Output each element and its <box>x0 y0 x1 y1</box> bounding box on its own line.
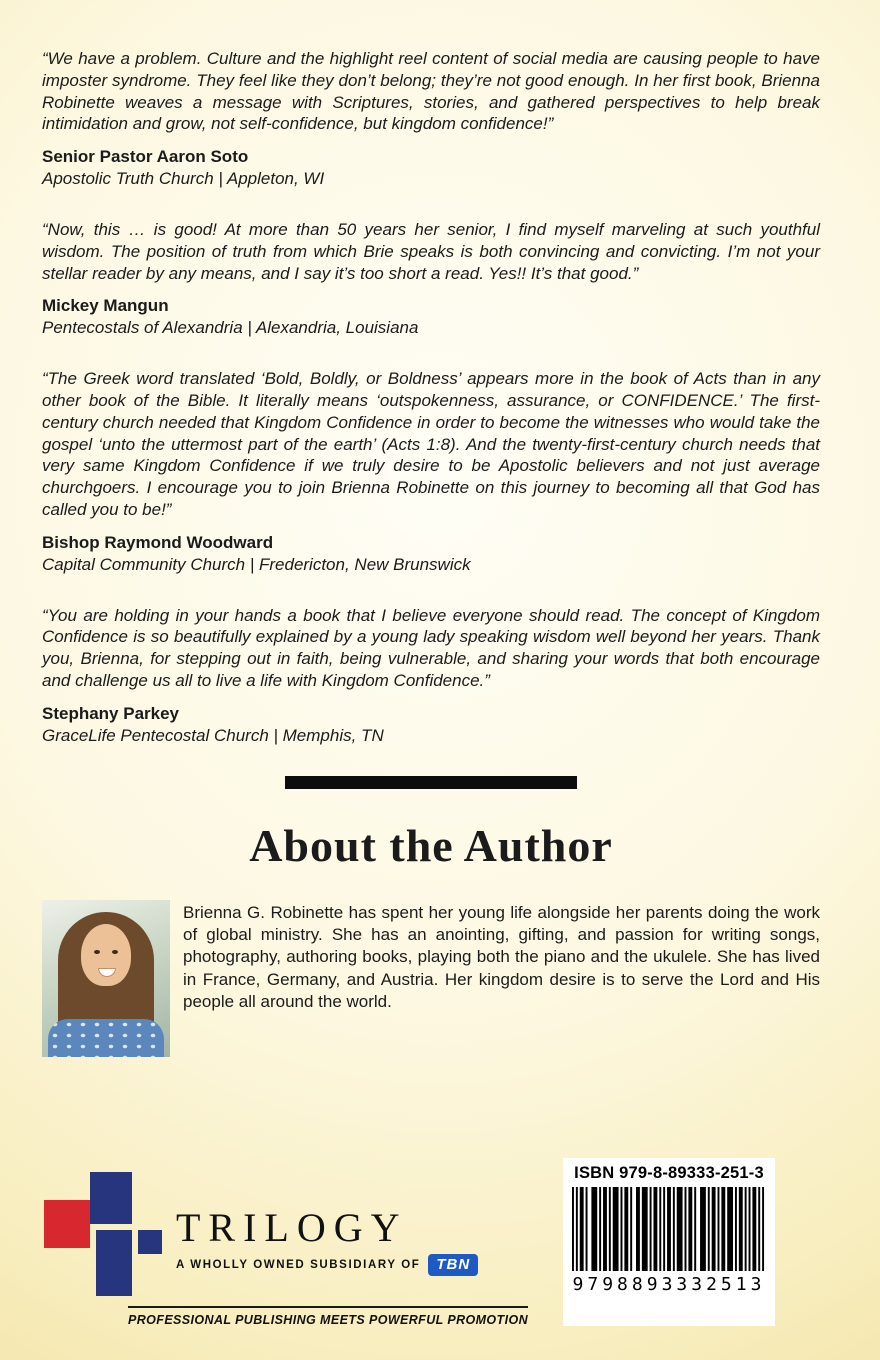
trilogy-logo <box>44 1172 162 1296</box>
author-photo <box>42 900 170 1057</box>
trilogy-logo-navy-arm-block <box>138 1230 162 1254</box>
endorsement-1-quote: “We have a problem. Culture and the highlight reel content of social media are causing people to have imposter syndrome. They feel like they don’t belong; they’re not good enough. In her first book, Brienna Robinette weaves a message with Scriptures, stories, and gathered perspectives to help break intimidation and grow, not self-confidence, but kingdom confidence!” <box>42 49 820 134</box>
publisher-block <box>44 1172 528 1327</box>
endorsement-2-quote: “Now, this … is good! At more than 50 years her senior, I find myself marveling at such youthful wisdom. The position of truth from which Brie speaks is both convincing and convicting. I’m not your stellar reader by any means, and I say it’s too short a read. Yes!! It’s that good.” <box>42 220 820 283</box>
trilogy-wordmark: TRILOGY <box>176 1205 408 1250</box>
author-bio: Brienna G. Robinette has spent her young life alongside her parents doing the work of global ministry. She has an anointing, gifting, and passion for writing songs, photography, authoring books, playing both the piano and the ukulele. She has lived in France, Germany, and Austria. Her kingdom desire is to serve the Lord and His people all around the world. <box>183 902 820 1012</box>
author-photo-blouse <box>48 1019 164 1057</box>
endorsement-1-affiliation: Apostolic Truth Church | Appleton, WI <box>42 169 325 188</box>
endorsement-4 <box>42 605 820 746</box>
trilogy-logo-navy-bottom-block <box>96 1230 132 1296</box>
endorsement-4-name: Stephany Parkey <box>42 703 180 723</box>
endorsement-1-name: Senior Pastor Aaron Soto <box>42 147 249 166</box>
publisher-text-column <box>176 1172 478 1296</box>
about-the-author-section <box>42 900 820 1057</box>
cover-footer <box>0 1150 880 1360</box>
trilogy-logo-red-block <box>44 1200 90 1248</box>
subsidiary-label: A WHOLLY OWNED SUBSIDIARY OF <box>176 1259 421 1271</box>
publisher-rule <box>128 1306 528 1308</box>
author-photo-eye <box>112 950 118 954</box>
endorsement-1 <box>42 48 820 189</box>
subsidiary-row <box>176 1254 478 1276</box>
isbn-label: ISBN 979-8-89333-251-3 <box>574 1164 764 1182</box>
endorsement-4-affiliation: GraceLife Pentecostal Church | Memphis, TN <box>42 725 384 745</box>
endorsement-2-affiliation: Pentecostals of Alexandria | Alexandria, Louisiana <box>42 318 419 338</box>
endorsement-3-name: Bishop Raymond Woodward <box>42 532 274 552</box>
isbn-block <box>563 1158 775 1326</box>
endorsement-3 <box>42 368 820 574</box>
endorsement-2-name: Mickey Mangun <box>42 296 169 316</box>
publisher-top-row <box>44 1172 528 1296</box>
tbn-logo: TBN <box>428 1254 478 1276</box>
endorsement-3-quote: “The Greek word translated ‘Bold, Boldly, or Boldness’ appears more in the book of Acts than in any other book of the Bible. It literally means ‘outspokenness, assurance, or CONFIDENCE.’ The first-century church needed that Kingdom Confidence in order to become the witnesses who would take the gospel ‘unto the uttermost part of the earth’ (Acts 1:8). And the twenty-first-century church needs that very same Kingdom Confidence if we truly desire to be Apostolic believers and not just average churchgoers. I encourage you to join Brienna Robinette on this journey to becoming all that God has called you to be!” <box>42 369 820 519</box>
endorsement-2 <box>42 219 820 338</box>
trilogy-logo-navy-top-block <box>90 1172 132 1224</box>
isbn-number: 9798893332513 <box>572 1274 766 1295</box>
endorsement-3-affiliation: Capital Community Church | Fredericton, New Brunswick <box>42 554 471 574</box>
section-divider-bar <box>285 776 577 789</box>
publisher-tagline: PROFESSIONAL PUBLISHING MEETS POWERFUL PROMOTION <box>128 1313 529 1327</box>
endorsement-4-quote: “You are holding in your hands a book that I believe everyone should read. The concept of Kingdom Confidence is so beautifully explained by a young lady speaking wisdom well beyond her years. Thank you, Brienna, for stepping out in faith, being vulnerable, and sharing your words that both encourage and challenge us all to live a life with Kingdom Confidence.” <box>42 605 820 690</box>
barcode <box>572 1187 766 1271</box>
about-the-author-title: About the Author <box>249 819 613 871</box>
author-photo-eye <box>94 950 100 954</box>
